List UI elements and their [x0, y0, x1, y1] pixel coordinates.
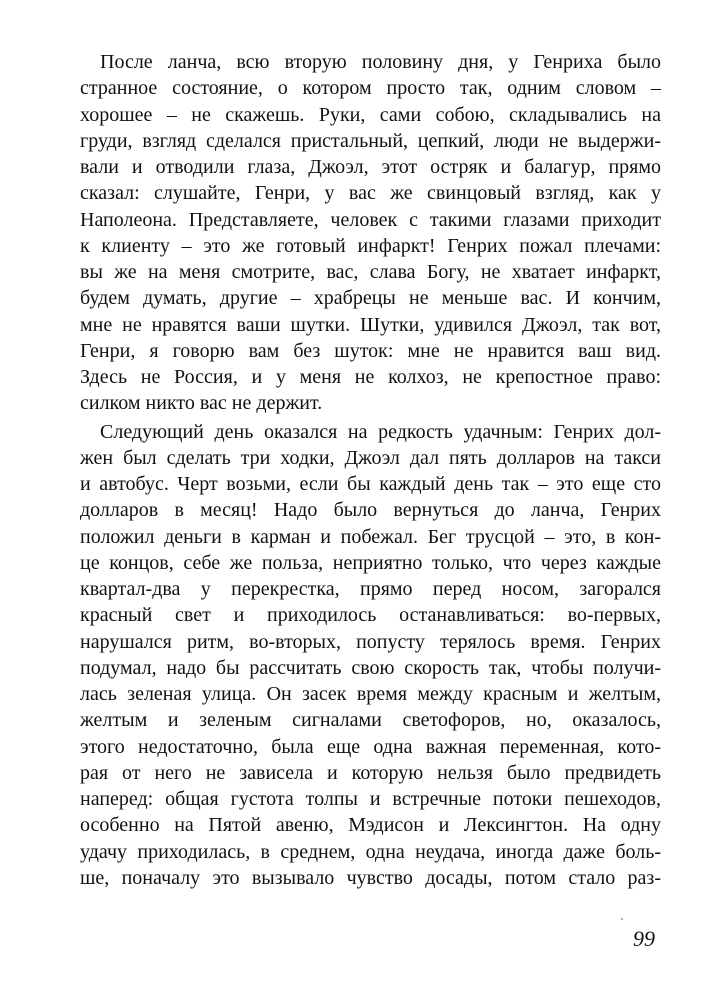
text-line: будем думать, другие – храбрецы не меньше вас. И кончим,	[80, 287, 661, 310]
text-line: ше, поначалу это вызывало чувство досады, потом стало раз-	[80, 866, 661, 889]
paragraph-2	[80, 419, 661, 892]
text-line: долларов в месяц! Надо было вернуться до ланча, Генрих	[80, 499, 661, 522]
text-line: сказал: слушайте, Генри, у вас же свинцовый взгляд, как у	[80, 182, 661, 205]
text-line: Следующий день оказался на редкость удачным: Генрих дол-	[100, 420, 661, 443]
text-line: желтым и зеленым сигналами светофоров, но, оказалось,	[80, 709, 661, 732]
text-line: груди, взгляд сделался пристальный, цепкий, люди не выдержи-	[80, 129, 661, 152]
text-line: красный свет и приходилось останавливаться: во-первых,	[80, 604, 661, 627]
print-speck	[621, 918, 623, 920]
text-line: этого недостаточно, была еще одна важная переменная, кото-	[80, 735, 661, 758]
text-line: рая от него не зависела и которую нельзя было предвидеть	[80, 761, 661, 784]
text-line: удачу приходилась, в среднем, одна неудача, иногда даже боль-	[80, 840, 661, 863]
text-line: хорошее – не скажешь. Руки, сами собою, складывались на	[80, 103, 661, 126]
text-line: и автобус. Черт возьми, если бы каждый день так – это еще сто	[80, 473, 661, 495]
text-line: Генри, я говорю вам без шуток: мне не нравится ваш вид.	[80, 339, 661, 362]
page-number: 99	[633, 926, 655, 951]
text-line: особенно на Пятой авеню, Мэдисон и Лексингтон. На одну	[80, 814, 661, 837]
text-line: вы же на меня смотрите, вас, слава Богу, не хватает инфаркт,	[80, 261, 661, 283]
text-line: нарушался ритм, во-вторых, попусту терялось время. Генрих	[80, 630, 661, 653]
text-line: жен был сделать три ходки, Джоэл дал пять долларов на такси	[80, 446, 661, 469]
text-line: к клиенту – это же готовый инфаркт! Генрих пожал плечами:	[80, 234, 661, 257]
paragraph-1	[80, 49, 661, 417]
text-line: После ланча, всю вторую половину дня, у Генриха было	[100, 51, 661, 73]
text-line: це концов, себе же польза, неприятно только, что через каждые	[80, 551, 661, 574]
text-line: вали и отводили глаза, Джоэл, этот остряк и балагур, прямо	[80, 156, 661, 178]
text-line: лась зеленая улица. Он засек время между красным и желтым,	[80, 683, 661, 705]
text-line: странное состояние, о котором просто так, одним словом –	[80, 77, 661, 100]
text-line: наперед: общая густота толпы и встречные потоки пешеходов,	[80, 788, 661, 810]
text-line: мне не нравятся ваши шутки. Шутки, удивился Джоэл, так вот,	[80, 313, 661, 336]
text-line: Здесь не Россия, и у меня не колхоз, не крепостное право:	[80, 366, 661, 388]
body-text	[80, 49, 661, 891]
text-line: положил деньги в карман и побежал. Бег трусцой – это, в кон-	[80, 525, 661, 548]
text-line: подумал, надо бы рассчитать свою скорость так, чтобы получи-	[80, 656, 661, 679]
text-line: силком никто вас не держит.	[80, 392, 323, 415]
text-line: Наполеона. Представляете, человек с такими глазами приходит	[80, 208, 661, 231]
text-line: квартал-два у перекрестка, прямо перед носом, загорался	[80, 578, 661, 600]
